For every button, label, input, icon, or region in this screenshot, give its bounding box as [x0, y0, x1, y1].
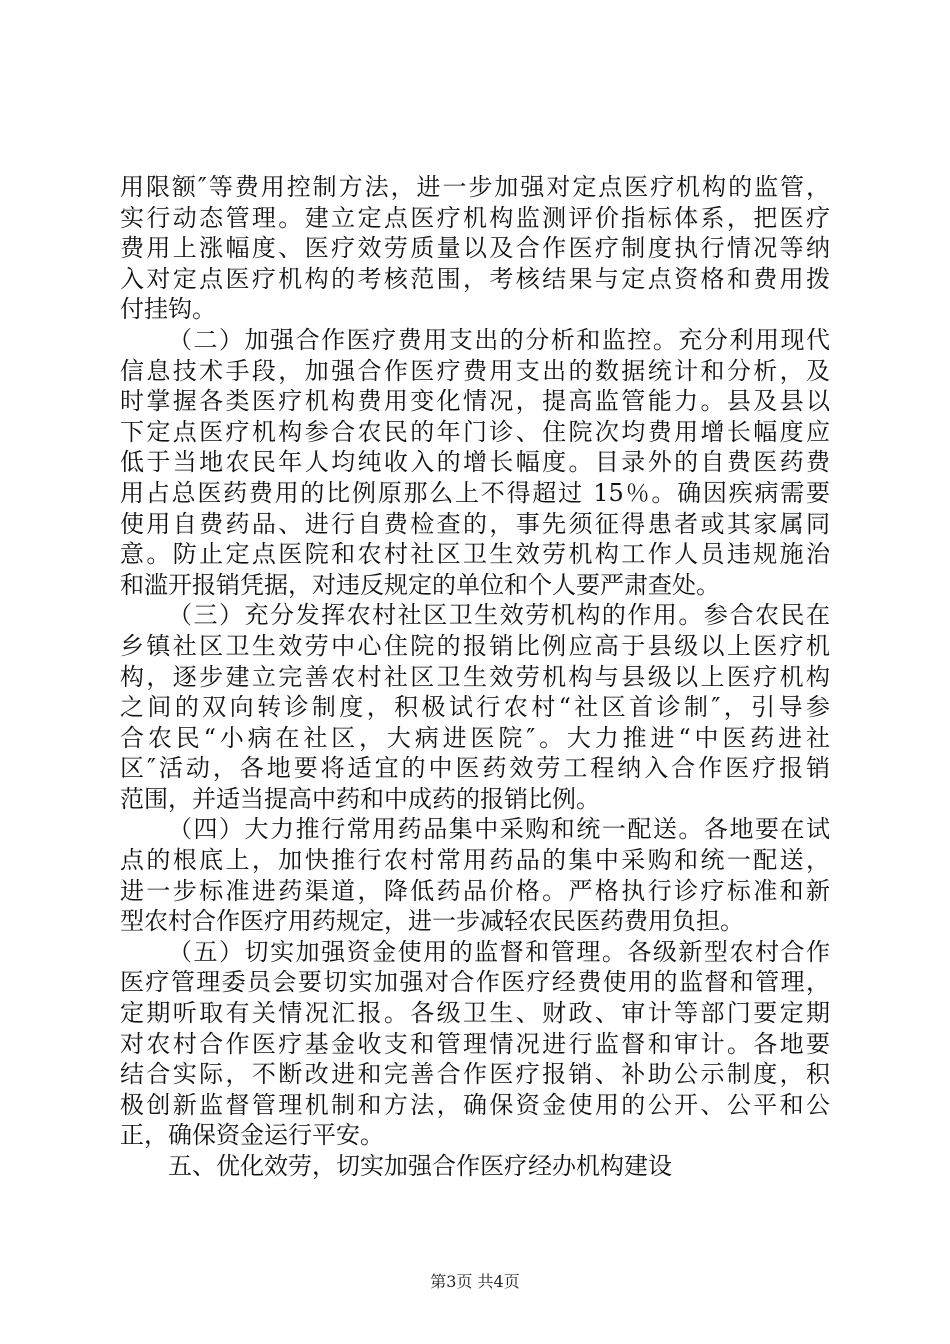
text-line: 型农村合作医疗用药规定，进一步减轻农民医药费用负担。 — [120, 907, 744, 936]
text-line: 构，逐步建立完善农村社区卫生效劳机构与县级以上医疗机构 — [120, 662, 830, 691]
text-line: 时掌握各类医疗机构费用变化情况，提高监管能力。县及县以 — [120, 387, 830, 416]
text-line: 区″活动，各地要将适宜的中医药效劳工程纳入合作医疗报销 — [120, 754, 830, 783]
text-line: 下定点医疗机构参合农民的年门诊、住院次均费用增长幅度应 — [120, 417, 830, 446]
text-line: 付挂钩。 — [120, 295, 216, 324]
text-line: （三）充分发挥农村社区卫生效劳机构的作用。参合农民在 — [168, 601, 830, 630]
text-line: 信息技术手段，加强合作医疗费用支出的数据统计和分析，及 — [120, 356, 830, 385]
text-line: 用限额″等费用控制方法，进一步加强对定点医疗机构的监管， — [120, 173, 830, 201]
text-line: 费用上涨幅度、医疗效劳质量以及合作医疗制度执行情况等纳 — [120, 234, 830, 263]
text-line: 和滥开报销凭据，对违反规定的单位和个人要严肃查处。 — [120, 570, 720, 599]
paragraph-continuation — [120, 172, 830, 325]
text-line: 之间的双向转诊制度，积极试行农村“社区首诊制″，引导参 — [120, 693, 830, 722]
text-line: 入对定点医疗机构的考核范围，考核结果与定点资格和费用拨 — [120, 264, 830, 293]
text-line: 乡镇社区卫生效劳中心住院的报销比例应高于县级以上医疗机 — [120, 631, 830, 660]
text-line: 正，确保资金运行平安。 — [120, 1121, 384, 1150]
text-line: （二）加强合作医疗费用支出的分析和监控。充分利用现代 — [168, 325, 830, 354]
heading-line: 五、优化效劳，切实加强合作医疗经办机构建设 — [168, 1152, 672, 1180]
paragraph-section-2 — [120, 325, 830, 600]
text-line: 合农民“小病在社区，大病进医院″。大力推进“中医药进社 — [120, 723, 830, 752]
text-line: 意。防止定点医院和农村社区卫生效劳机构工作人员违规施治 — [120, 540, 830, 569]
document-body — [120, 172, 830, 1182]
text-line: 使用自费药品、进行自费检查的，事先须征得患者或其家属同 — [120, 509, 830, 538]
paragraph-section-3 — [120, 600, 830, 814]
text-line: （五）切实加强资金使用的监督和管理。各级新型农村合作 — [168, 937, 830, 966]
text-line: 进一步标准进药渠道，降低药品价格。严格执行诊疗标准和新 — [120, 876, 830, 905]
text-line: 实行动态管理。建立定点医疗机构监测评价指标体系，把医疗 — [120, 203, 830, 232]
text-line: 定期听取有关情况汇报。各级卫生、财政、审计等部门要定期 — [120, 999, 830, 1028]
text-line: 医疗管理委员会要切实加强对合作医疗经费使用的监督和管理， — [120, 968, 830, 997]
text-line: 点的根底上，加快推行农村常用药品的集中采购和统一配送， — [120, 846, 830, 875]
section-heading — [120, 1151, 830, 1182]
paragraph-section-4 — [120, 814, 830, 936]
text-line: 范围，并适当提高中药和中成药的报销比例。 — [120, 784, 600, 813]
page-number-footer: 第3页 共4页 — [430, 1272, 520, 1291]
text-line: 极创新监督管理机制和方法，确保资金使用的公开、公平和公 — [120, 1090, 830, 1119]
text-line: 结合实际，不断改进和完善合作医疗报销、补助公示制度，积 — [120, 1060, 830, 1089]
text-line: （四）大力推行常用药品集中采购和统一配送。各地要在试 — [168, 815, 830, 844]
text-line: 对农村合作医疗基金收支和管理情况进行监督和审计。各地要 — [120, 1029, 830, 1058]
paragraph-section-5 — [120, 937, 830, 1151]
text-line: 用占总医药费用的比例原那么上不得超过 15％。确因疾病需要 — [120, 478, 830, 507]
text-line: 低于当地农民年人均纯收入的增长幅度。目录外的自费医药费 — [120, 448, 830, 477]
